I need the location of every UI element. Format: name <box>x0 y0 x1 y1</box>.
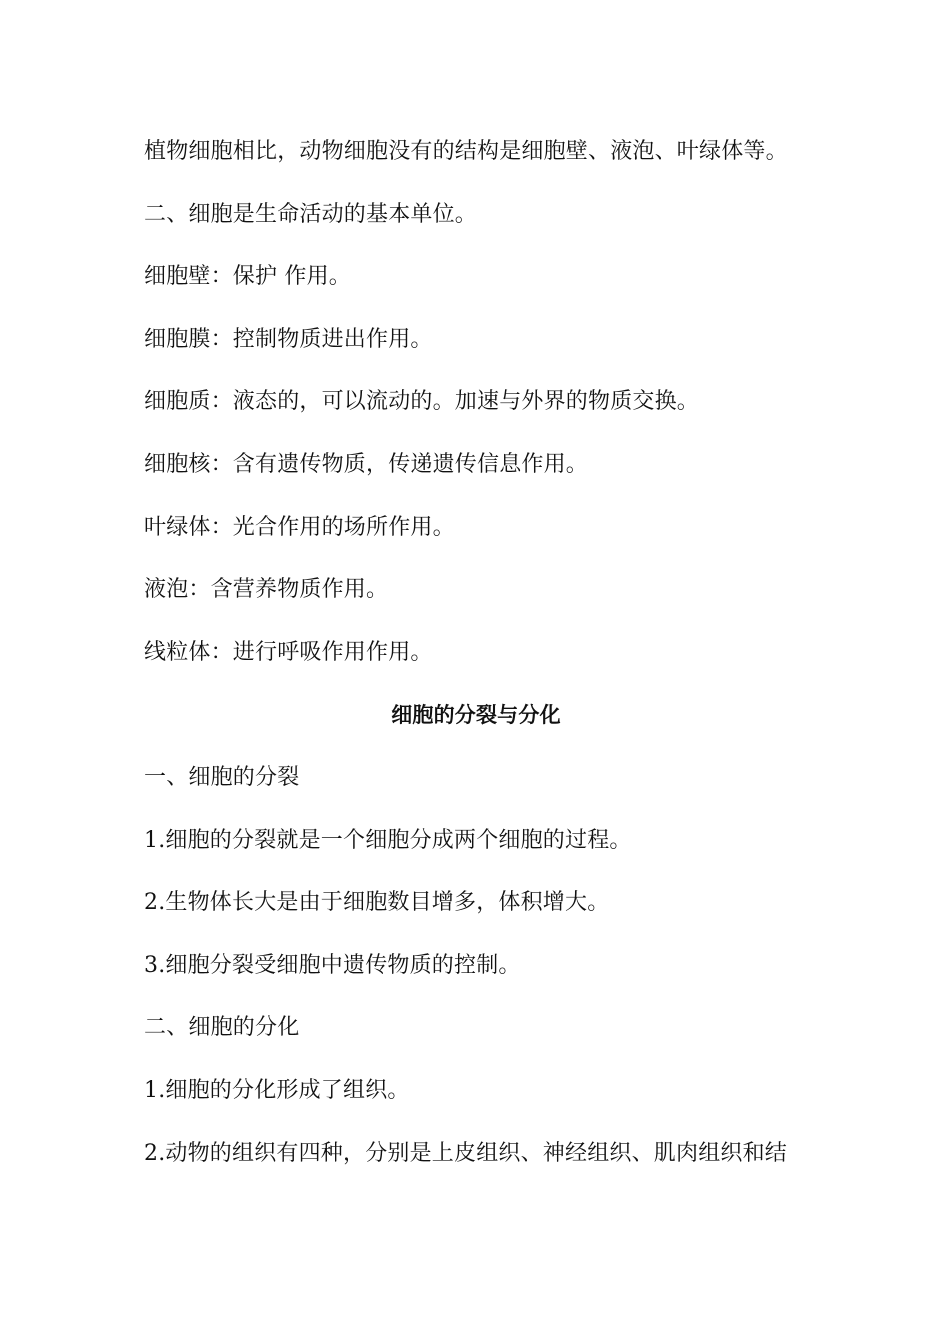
list-item: 3.细胞分裂受细胞中遗传物质的控制。 <box>144 952 521 978</box>
subheading-cell-differentiation: 二、细胞的分化 <box>144 1015 300 1041</box>
section-heading-cell-basic-unit: 二、细胞是生命活动的基本单位。 <box>144 201 478 227</box>
paragraph-nucleus: 细胞核：含有遗传物质，传递遗传信息作用。 <box>144 451 589 477</box>
paragraph-chloroplast: 叶绿体：光合作用的场所作用。 <box>144 514 455 540</box>
list-item: 1.细胞的分化形成了组织。 <box>144 1077 410 1103</box>
list-item: 2.动物的组织有四种，分别是上皮组织、神经组织、肌肉组织和结 <box>144 1140 787 1166</box>
paragraph-cell-wall: 细胞壁：保护 作用。 <box>144 264 351 290</box>
paragraph: 植物细胞相比，动物细胞没有的结构是细胞壁、液泡、叶绿体等。 <box>144 139 788 164</box>
section-title: 细胞的分裂与分化 <box>391 703 561 728</box>
subheading-cell-division: 一、细胞的分裂 <box>144 764 300 790</box>
list-item: 2.生物体长大是由于细胞数目增多，体积增大。 <box>144 890 610 916</box>
paragraph-vacuole: 液泡：含营养物质作用。 <box>144 577 389 603</box>
paragraph-mitochondria: 线粒体：进行呼吸作用作用。 <box>144 639 433 665</box>
list-item: 1.细胞的分裂就是一个细胞分成两个细胞的过程。 <box>144 827 632 853</box>
paragraph-cytoplasm: 细胞质：液态的，可以流动的。加速与外界的物质交换。 <box>144 389 700 415</box>
paragraph-cell-membrane: 细胞膜：控制物质进出作用。 <box>144 326 433 352</box>
document-body <box>144 132 808 1196</box>
